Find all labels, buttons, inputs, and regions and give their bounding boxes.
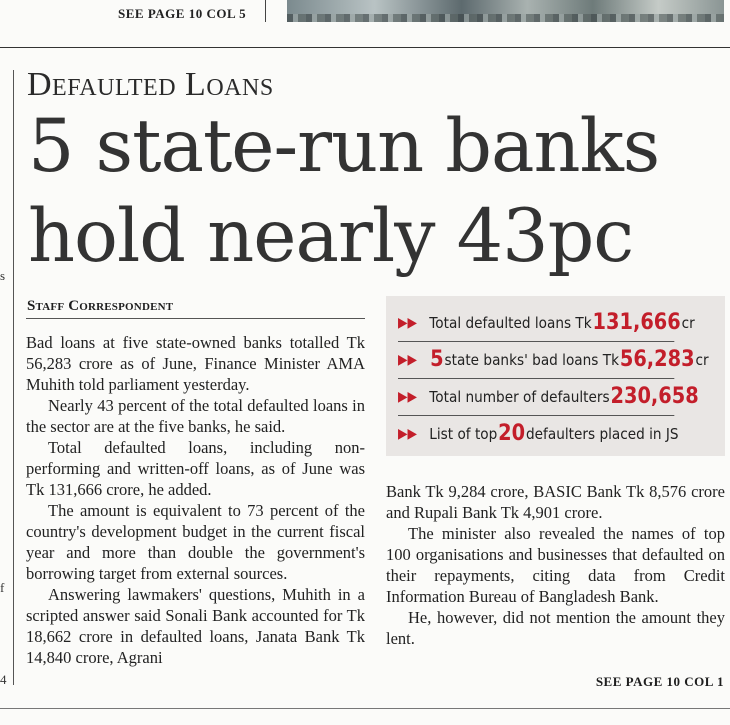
- paragraph: Total defaulted loans, including non-performing and written-off loans, as of June was Tk 131,666 crore, he added.: [26, 438, 365, 499]
- factbox-highlight: 131,666: [592, 310, 681, 335]
- article-column-1: [26, 332, 365, 668]
- article-column-2: [386, 481, 725, 649]
- article-byline: Staff Correspondent: [27, 298, 174, 314]
- factbox-text: cr: [681, 313, 695, 332]
- continued-see-page: SEE PAGE 10 COL 1: [595, 674, 724, 689]
- byline-rule: [26, 318, 365, 319]
- top-divider: [265, 0, 266, 22]
- factbox-item: [398, 378, 699, 416]
- article-kicker: Defaulted Loans: [27, 66, 274, 103]
- paragraph: Answering lawmakers' questions, Muhith in a scripted answer said Sonali Bank accounted for Tk 18,662 crore in defaulted loans, Janata Bank Tk 14,840 crore, Agrani: [26, 585, 365, 667]
- bottom-rule: [0, 708, 730, 709]
- factbox-text: List of top: [429, 424, 498, 443]
- top-see-page: SEE PAGE 10 COL 5: [118, 6, 247, 21]
- paragraph: Bad loans at five state-owned banks totalled Tk 56,283 crore as of June, Finance Minister AMA Muhith told parliament yesterday.: [26, 333, 365, 394]
- factbox: [386, 296, 725, 456]
- factbox-item: [398, 341, 709, 379]
- top-photo-detail: [287, 14, 724, 22]
- factbox-text: state banks' bad loans Tk: [444, 350, 619, 369]
- arrow-right-icon: ▶▶: [398, 314, 417, 331]
- left-fragment: s: [0, 268, 6, 283]
- factbox-highlight: 20: [498, 421, 526, 446]
- factbox-item: [398, 304, 695, 342]
- paragraph: He, however, did not mention the amount they lent.: [386, 608, 725, 648]
- paragraph: Nearly 43 percent of the total defaulted loans in the sector are at the five banks, he said.: [26, 396, 365, 436]
- factbox-text: cr: [695, 350, 709, 369]
- arrow-right-icon: ▶▶: [398, 425, 417, 442]
- factbox-highlight: 5: [430, 347, 444, 372]
- column-divider-left: [13, 70, 14, 685]
- section-rule: [0, 47, 730, 48]
- factbox-highlight: 230,658: [610, 384, 699, 409]
- factbox-text: Total number of defaulters: [429, 387, 610, 406]
- factbox-text: Total defaulted loans Tk: [429, 313, 592, 332]
- left-fragment: f: [0, 580, 5, 595]
- paragraph: Bank Tk 9,284 crore, BASIC Bank Tk 8,576 crore and Rupali Bank Tk 4,901 crore.: [386, 482, 725, 522]
- paragraph: The minister also revealed the names of top 100 organisations and businesses that defaulted on their repayments, citing data from Credit Information Bureau of Bangladesh Bank.: [386, 524, 725, 606]
- paragraph: The amount is equivalent to 73 percent of the country's development budget in the current fiscal year and more than double the government's borrowing target from external sources.: [26, 501, 365, 583]
- factbox-item: [398, 415, 679, 452]
- arrow-right-icon: ▶▶: [398, 388, 417, 405]
- arrow-right-icon: ▶▶: [398, 351, 417, 368]
- left-fragment: 4: [0, 672, 7, 687]
- article-headline: 5 state-run banks hold nearly 43pc: [28, 104, 660, 279]
- factbox-highlight: 56,283: [619, 347, 695, 372]
- factbox-text: defaulters placed in JS: [526, 424, 679, 443]
